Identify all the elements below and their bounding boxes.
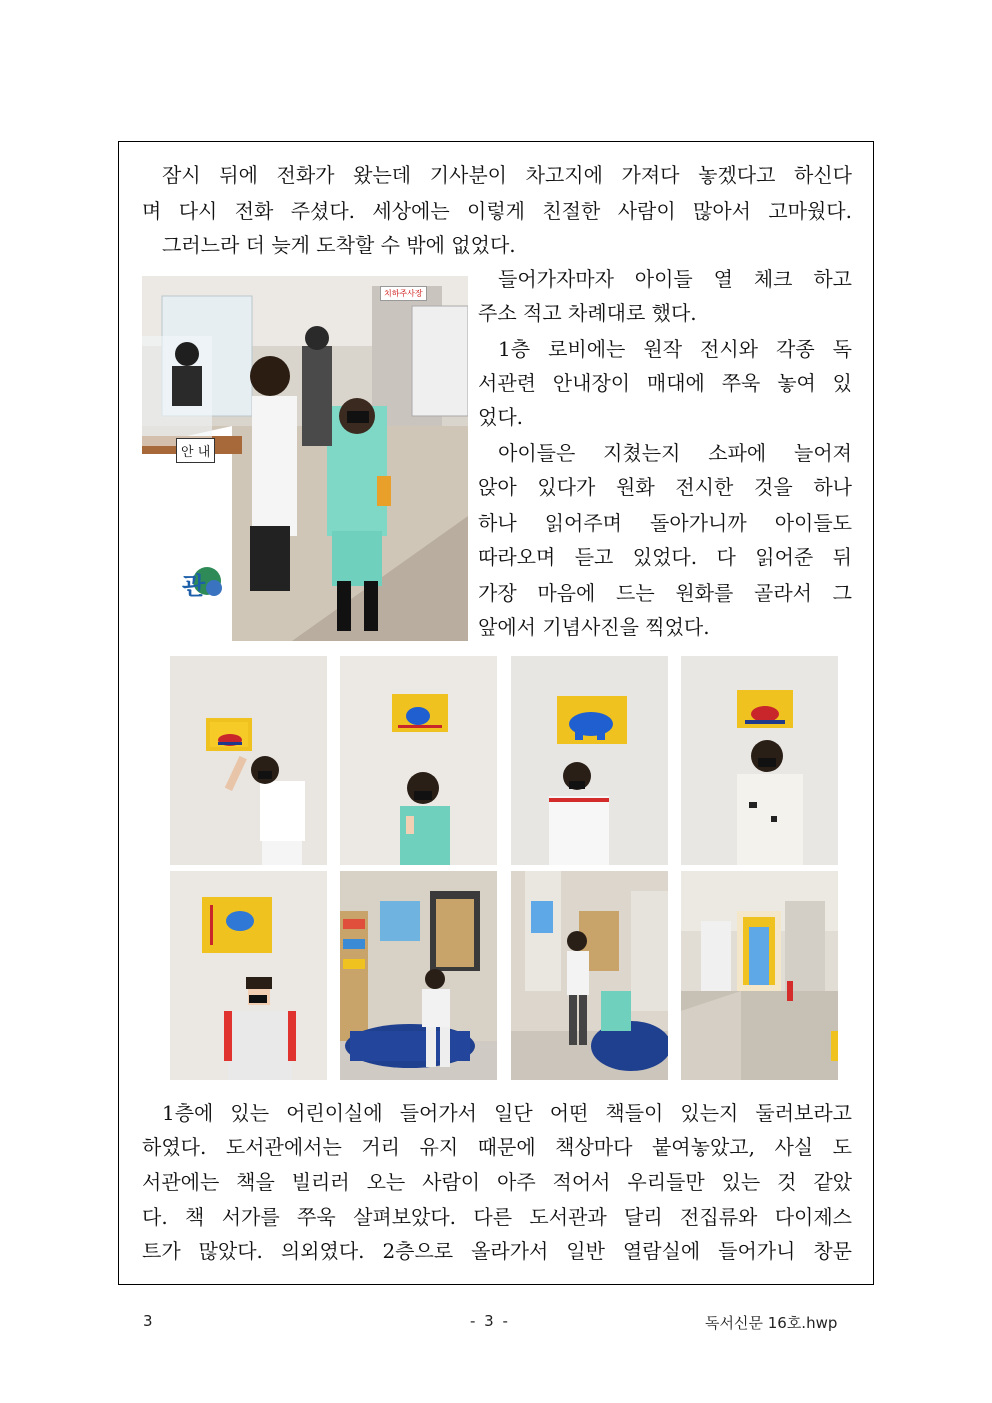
paragraph1-line-1: 잠시 뒤에 전화가 왔는데 기사분이 차고지에 가져다 놓겠다고 하신다 (162, 163, 852, 187)
side-line-9: 따라오며 듣고 있었다. 다 읽어준 뒤 (478, 545, 852, 569)
side-line-8: 하나 읽어주며 돌아가니까 아이들도 (478, 511, 852, 535)
room-sign: 치하주사장 (380, 286, 427, 301)
paragraph1-line-2: 며 다시 전화 주셨다. 세상에는 이렇게 친절한 사람이 많아서 고마웠다. (142, 199, 852, 223)
paragraph2-line-2: 하였다. 도서관에서는 거리 유지 때문에 책상마다 붙여놓았고, 사실 도 (142, 1135, 852, 1159)
side-line-2: 주소 적고 차례대로 했다. (478, 301, 697, 325)
gallery-photo-8 (681, 871, 838, 1080)
side-line-3: 1층 로비에는 원작 전시와 각종 독 (498, 337, 852, 361)
gallery-photo-6 (340, 871, 497, 1080)
side-line-4: 서관련 안내장이 매대에 쭈욱 놓여 있 (478, 371, 852, 395)
footer-center-page: - 3 - (470, 1312, 510, 1330)
side-line-6: 아이들은 지쳤는지 소파에 늘어져 (498, 441, 852, 465)
gallery-photo-3 (511, 656, 668, 865)
paragraph2-line-5: 트가 많았다. 의외였다. 2층으로 올라가서 일반 열람실에 들어가니 창문 (142, 1239, 852, 1263)
side-line-11: 앞에서 기념사진을 찍었다. (478, 615, 710, 639)
side-line-1: 들어가자마자 아이들 열 체크 하고 (498, 267, 852, 291)
paragraph2-line-4: 다. 책 서가를 쭈욱 살펴보았다. 다른 도서관과 달리 전집류와 다이제스 (142, 1205, 852, 1229)
footer-page-number: 3 (143, 1312, 153, 1330)
paragraph2-line-1: 1층에 있는 어린이실에 들어가서 일단 어떤 책들이 있는지 둘러보라고 (162, 1101, 852, 1125)
desk-lettering: 관 (182, 572, 206, 600)
gallery-photo-7 (511, 871, 668, 1080)
gallery-photo-1 (170, 656, 327, 865)
side-line-7: 앉아 있다가 원화 전시한 것을 하나 (478, 475, 852, 499)
gallery-photo-5 (170, 871, 327, 1080)
gallery-photo-2 (340, 656, 497, 865)
counter-sign: 안 내 (176, 438, 215, 463)
paragraph1-line-3: 그러느라 더 늦게 도착할 수 밖에 없었다. (162, 233, 516, 257)
gallery-photo-4 (681, 656, 838, 865)
side-line-5: 었다. (478, 405, 523, 429)
side-line-10: 가장 마음에 드는 원화를 골라서 그 (478, 581, 852, 605)
paragraph2-line-3: 서관에는 책을 빌리러 오는 사람이 아주 적어서 우리들만 있는 것 같았 (142, 1170, 852, 1194)
footer-filename: 독서신문 16호.hwp (705, 1314, 838, 1332)
lobby-photo (142, 276, 468, 641)
